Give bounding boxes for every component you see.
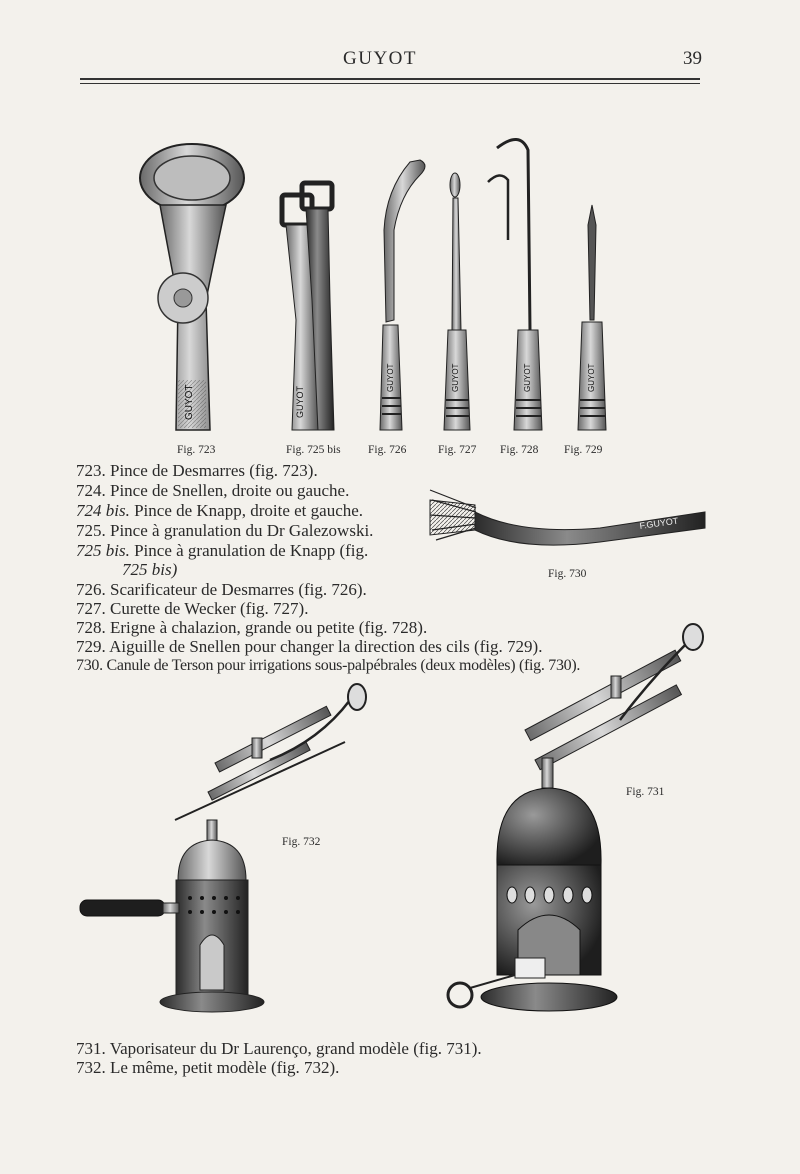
- instrument-728-illustration: [488, 139, 542, 430]
- entry-number: 726.: [76, 580, 106, 599]
- catalog-entry: [76, 482, 349, 500]
- catalog-entry: [76, 522, 373, 540]
- entry-text: 725 bis): [122, 560, 178, 579]
- entry-text: Le même, petit modèle (fig. 732).: [110, 1058, 340, 1077]
- entry-number: 730.: [76, 657, 103, 674]
- catalog-entry: [76, 619, 427, 637]
- entry-text: Vaporisateur du Dr Laurenço, grand modèle (fig. 731).: [109, 1039, 482, 1058]
- instrument-723-illustration: [140, 144, 244, 430]
- entry-text: Pince de Snellen, droite ou gauche.: [110, 481, 350, 500]
- catalog-entry: [76, 542, 368, 560]
- engraving-723: GUYOT: [184, 384, 195, 420]
- figure-label-728: Fig. 728: [500, 444, 539, 456]
- entry-text: Erigne à chalazion, grande ou petite (fig. 728).: [110, 618, 428, 637]
- entry-number: 725.: [76, 521, 106, 540]
- catalog-entry: [76, 462, 318, 480]
- entry-text: Pince à granulation du Dr Galezowski.: [110, 521, 374, 540]
- catalog-entry: [76, 657, 580, 675]
- entry-number: 728.: [76, 618, 106, 637]
- engraving-726: GUYOT: [386, 363, 395, 392]
- vaporizer-small-illustration: [80, 684, 366, 1012]
- engraving-729: GUYOT: [587, 363, 596, 392]
- page-number: 39: [683, 48, 702, 69]
- entry-number: 732.: [76, 1058, 106, 1077]
- catalog-entry: [76, 1059, 339, 1077]
- figure-label-731: Fig. 731: [626, 786, 665, 798]
- engraving-727: GUYOT: [451, 363, 460, 392]
- instrument-725bis-illustration: [282, 183, 334, 430]
- entry-text: Pince de Knapp, droite et gauche.: [134, 501, 364, 520]
- catalog-entry: [76, 600, 308, 618]
- instrument-727-illustration: [444, 173, 470, 430]
- vaporizer-large-illustration: [448, 624, 703, 1011]
- entry-text: Pince à granulation de Knapp (fig.: [134, 541, 369, 560]
- engraving-728: GUYOT: [523, 363, 532, 392]
- entry-number: 725 bis.: [76, 541, 130, 560]
- engraving-725bis: GUYOT: [295, 385, 305, 418]
- instrument-729-illustration: [578, 205, 606, 430]
- figure-label-727: Fig. 727: [438, 444, 477, 456]
- figure-label-726: Fig. 726: [368, 444, 407, 456]
- entry-number: 727.: [76, 599, 106, 618]
- figure-label-723: Fig. 723: [177, 444, 216, 456]
- page-title: GUYOT: [343, 48, 417, 69]
- entry-text: Curette de Wecker (fig. 727).: [110, 599, 309, 618]
- entry-text: Scarificateur de Desmarres (fig. 726).: [110, 580, 367, 599]
- instrument-726-illustration: [380, 160, 425, 430]
- figure-label-732: Fig. 732: [282, 836, 321, 848]
- entry-text: Pince de Desmarres (fig. 723).: [110, 461, 318, 480]
- entry-text: Canule de Terson pour irrigations sous-palpébrales (deux modèles) (fig. 730).: [106, 657, 581, 674]
- entry-text: Aiguille de Snellen pour changer la direction des cils (fig. 729).: [109, 637, 543, 656]
- entry-number: 724 bis.: [76, 501, 130, 520]
- entry-number: 724.: [76, 481, 106, 500]
- instrument-730-illustration: [430, 490, 705, 545]
- figure-label-730: Fig. 730: [548, 568, 587, 580]
- entry-number: 731.: [76, 1039, 106, 1058]
- catalog-entry: [76, 581, 367, 599]
- figure-label-725bis: Fig. 725 bis: [286, 444, 341, 456]
- entry-number: 723.: [76, 461, 106, 480]
- catalog-entry-continuation: [122, 561, 177, 579]
- figure-label-729: Fig. 729: [564, 444, 603, 456]
- catalog-entry: [76, 1040, 482, 1058]
- entry-number: 729.: [76, 637, 106, 656]
- catalog-entry: [76, 638, 542, 656]
- engraving-730: F.GUYOT: [638, 515, 679, 531]
- catalog-entry: [76, 502, 363, 520]
